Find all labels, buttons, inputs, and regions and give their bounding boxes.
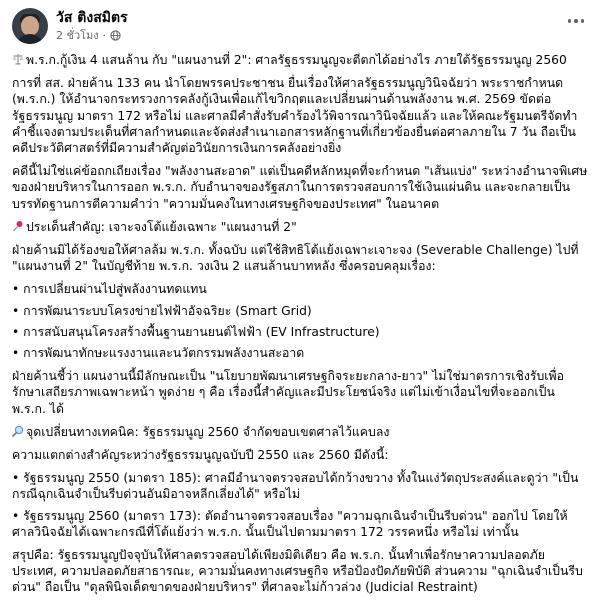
magnifier-icon	[12, 425, 24, 437]
post-title-line	[12, 52, 588, 68]
post-header	[12, 6, 588, 46]
constitution-comparison-list	[12, 470, 588, 540]
separator-dot: ·	[102, 28, 107, 42]
list-item: • การพัฒนาทักษะแรงงานและนวัตกรรมพลังงานสะอาด	[12, 346, 305, 361]
paragraph-context: คดีนี้ไม่ใช่แค่ข้อถกเถียงเรื่อง "พลังงานสะอาด" แต่เป็นคดีหลักหมุดที่จะกำหนด "เส้นแบ่ง" ระหว่างอำนาจพิเศษของฝ่ายบริหารในการออก พ.ร.ก. กับอำนาจของรัฐสภาในการตรวจสอบการใช้เงินแผ่นดิน และจะกลายเป็นบรรทัดฐานการตีความคำว่า "ความมั่นคงในทางเศรษฐกิจของประเทศ" ในอนาคต	[12, 164, 588, 211]
paragraph-challenge: ฝ่ายค้านมิได้ร้องขอให้ศาลล้ม พ.ร.ก. ทั้งฉบับ แต่ใช้สิทธิโต้แย้งเฉพาะเจาะจง (Severable Challenge) ไปที่ "แผนงานที่ 2" ในบัญชีท้าย พ.ร.ก. วงเงิน 2 แสนล้านบาทหลัง ซึ่งครอบคลุมเรื่อง:	[12, 243, 579, 274]
post-timestamp[interactable]: 2 ชั่วโมง	[56, 28, 99, 42]
globe-icon[interactable]	[110, 30, 121, 41]
paragraph-intro: การที่ สส. ฝ่ายค้าน 133 คน นำโดยพรรคประชาชน ยื่นเรื่องให้ศาลรัฐธรรมนูญวินิจฉัยว่า พระราชกำหนด (พ.ร.ก.) ให้อำนาจกระทรวงการคลังกู้เงินเพื่อแก้ไขวิกฤตและเปลี่ยนผ่านด้านพลังงาน พ.ศ. 2569 ขัดต่อรัฐธรรมนูญ มาตรา 172 หรือไม่ และศาลมีคำสั่งรับคำร้องไว้พิจารณาวินิจฉัยแล้ว และให้คณะรัฐมนตรีจัดทำคำชี้แจงตามประเด็นที่ศาลกำหนดและจัดส่งสำเนาเอกสารหลักฐานที่เกี่ยวข้องยื่นต่อศาลภายใน 7 วัน ถือเป็นคดีประวัติศาสตร์ที่มีความสำคัญต่อวินัยการเงินการคลังอย่างยิ่ง	[12, 76, 578, 156]
post-time-row	[56, 28, 128, 43]
list-item: • รัฐธรรมนูญ 2550 (มาตรา 185): ศาลมีอำนาจตรวจสอบได้กว้างขวาง ทั้งในแง่วัตถุประสงค์และดูว่า "เป็นกรณีฉุกเฉินจำเป็นรีบด่วนอันมิอาจหลีกเลี่ยงได้" หรือไม่	[12, 471, 579, 502]
scales-icon	[12, 53, 24, 65]
paragraph-opposition-argument: ฝ่ายค้านชี้ว่า แผนงานนี้มีลักษณะเป็น "นโยบายพัฒนาเศรษฐกิจระยะกลาง-ยาว" ไม่ใช่มาตรการเชิงรับเพื่อรักษาเสถียรภาพเฉพาะหน้า พูดง่าย ๆ คือ เรื่องนี้สำคัญและมีประโยชน์จริง แต่ไม่เข้าเงื่อนไขที่จะออกเป็น พ.ร.ก. ได้	[12, 369, 564, 416]
post-title: พ.ร.ก.กู้เงิน 4 แสนล้าน กับ "แผนงานที่ 2": ศาลรัฐธรรมนูญจะตีตกได้อย่างไร ภายใต้รัฐธรรมนูญ 2560	[26, 53, 567, 67]
section-heading-text: ประเด็นสำคัญ: เจาะจงโต้แย้งเฉพาะ "แผนงานที่ 2"	[26, 219, 297, 234]
list-item: • การพัฒนาระบบโครงข่ายไฟฟ้าอัจฉริยะ (Smart Grid)	[12, 303, 312, 318]
paragraph-differences: ความแตกต่างสำคัญระหว่างรัฐธรรมนูญฉบับปี 2550 และ 2560 มีดังนี้:	[12, 448, 389, 463]
post-body	[12, 52, 588, 596]
section-heading-technical	[12, 424, 588, 440]
paragraph-summary: สรุปคือ: รัฐธรรมนูญปัจจุบันให้ศาลตรวจสอบได้เพียงมิติเดียว คือ พ.ร.ก. นั้นทำเพื่อรักษาความปลอดภัยประเทศ, ความปลอดภัยสาธารณะ, ความมั่นคงทางเศรษฐกิจ หรือป้องปัดภัยพิบัติ ส่วนความ "ฉุกเฉินจำเป็นรีบด่วน" ถือเป็น "ดุลพินิจเด็ดขาดของฝ่ายบริหาร" ที่ศาลจะไม่ก้าวล่วง (Judicial Restraint)	[12, 548, 583, 595]
author-name[interactable]: วัส ติงสมิตร	[56, 9, 128, 26]
post-meta	[56, 10, 128, 43]
plan-items-list	[12, 281, 588, 361]
section-heading-text: จุดเปลี่ยนทางเทคนิค: รัฐธรรมนูญ 2560 จำกัดขอบเขตศาลไว้แคบลง	[26, 424, 390, 439]
list-item: • การสนับสนุนโครงสร้างพื้นฐานยานยนต์ไฟฟ้า (EV Infrastructure)	[12, 324, 380, 339]
pushpin-icon	[12, 220, 24, 232]
more-options-icon[interactable]	[564, 12, 588, 30]
author-avatar[interactable]	[12, 8, 48, 44]
list-item: • การเปลี่ยนผ่านไปสู่พลังงานทดแทน	[12, 282, 207, 297]
section-heading-key-issue	[12, 219, 588, 235]
list-item: • รัฐธรรมนูญ 2560 (มาตรา 173): ตัดอำนาจตรวจสอบเรื่อง "ความฉุกเฉินจำเป็นรีบด่วน" ออกไป โดยให้ศาลวินิจฉัยได้เฉพาะกรณีที่โต้แย้งว่า พ.ร.ก. นั้นเป็นไปตามมาตรา 172 วรรคหนึ่ง หรือไม่ เท่านั้น	[12, 508, 568, 539]
